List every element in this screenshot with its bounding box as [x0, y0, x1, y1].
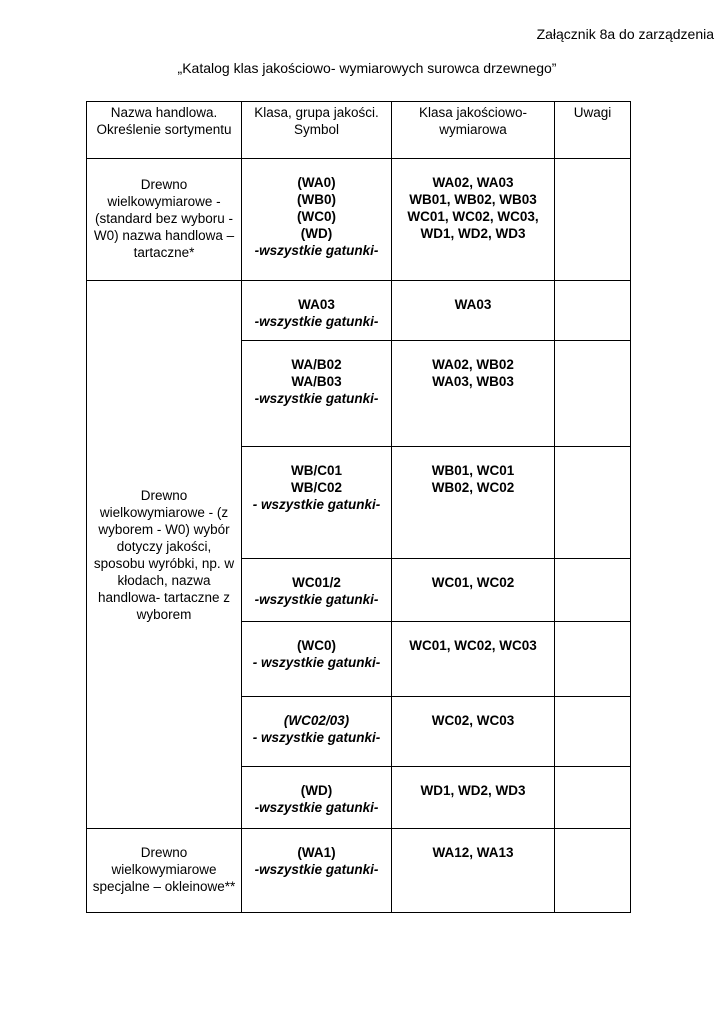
document-title: „Katalog klas jakościowo- wymiarowych surowca drzewnego”: [177, 60, 557, 76]
class-cell: (WC02/03) - wszystkie gatunki-: [242, 697, 392, 767]
table-row: [87, 159, 631, 281]
quality-cell: WA02, WA03 WB01, WB02, WB03 WC01, WC02, WC03, WD1, WD2, WD3: [392, 159, 555, 281]
quality-cell: WC01, WC02: [392, 559, 555, 622]
notes-cell: [555, 559, 631, 622]
notes-cell: [555, 281, 631, 341]
header-row: [87, 102, 631, 159]
notes-cell: [555, 159, 631, 281]
notes-cell: [555, 341, 631, 447]
class-cell: WB/C01 WB/C02 - wszystkie gatunki-: [242, 447, 392, 559]
quality-cell: WD1, WD2, WD3: [392, 767, 555, 829]
header-name: Nazwa handlowa. Określenie sortymentu: [87, 102, 242, 159]
quality-cell: WB01, WC01 WB02, WC02: [392, 447, 555, 559]
quality-cell: WA02, WB02 WA03, WB03: [392, 341, 555, 447]
sortiment-name-cell: Drewno wielkowymiarowe - (z wyborem - W0) wybór dotyczy jakości, sposobu wyróbki, np. w kłodach, nazwa handlowa- tartaczne z wyborem: [87, 281, 242, 829]
notes-cell: [555, 622, 631, 697]
sortiment-name-cell: Drewno wielkowymiarowe specjalne – okleinowe**: [87, 829, 242, 913]
class-cell: WA/B02 WA/B03 -wszystkie gatunki-: [242, 341, 392, 447]
header-class: Klasa, grupa jakości. Symbol: [242, 102, 392, 159]
notes-cell: [555, 767, 631, 829]
class-cell: (WC0) - wszystkie gatunki-: [242, 622, 392, 697]
class-cell: WC01/2 -wszystkie gatunki-: [242, 559, 392, 622]
class-cell: WA03 -wszystkie gatunki-: [242, 281, 392, 341]
table-row: [87, 829, 631, 913]
header-quality: Klasa jakościowo-wymiarowa: [392, 102, 555, 159]
quality-cell: WC02, WC03: [392, 697, 555, 767]
quality-cell: WA03: [392, 281, 555, 341]
header-notes: Uwagi: [555, 102, 631, 159]
notes-cell: [555, 697, 631, 767]
sortiment-name-cell: Drewno wielkowymiarowe - (standard bez wyboru - W0) nazwa handlowa – tartaczne*: [87, 159, 242, 281]
notes-cell: [555, 447, 631, 559]
quality-cell: WC01, WC02, WC03: [392, 622, 555, 697]
class-cell: (WA1) -wszystkie gatunki-: [242, 829, 392, 913]
notes-cell: [555, 829, 631, 913]
quality-cell: WA12, WA13: [392, 829, 555, 913]
class-cell: (WA0) (WB0) (WC0) (WD) -wszystkie gatunki-: [242, 159, 392, 281]
catalog-table: [86, 101, 631, 913]
class-cell: (WD) -wszystkie gatunki-: [242, 767, 392, 829]
annex-label: Załącznik 8a do zarządzenia: [536, 26, 714, 42]
table-row: [87, 281, 631, 341]
